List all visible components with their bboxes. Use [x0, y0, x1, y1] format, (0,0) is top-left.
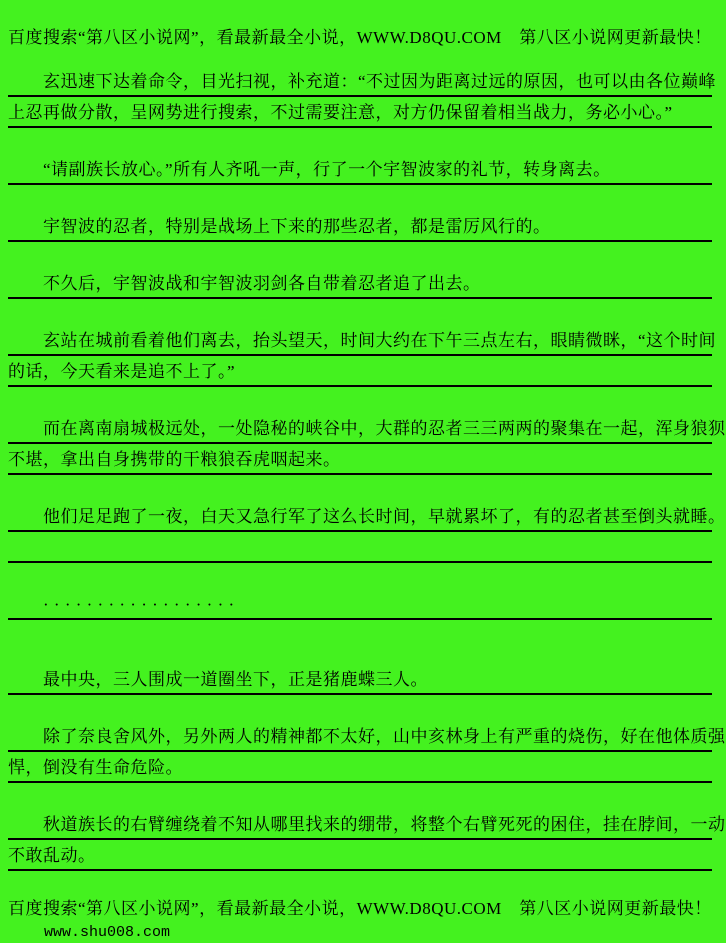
paragraph	[8, 664, 712, 695]
paragraph	[8, 413, 726, 475]
header-promo-line: 百度搜索“第八区小说网”，看最新最全小说，WWW.D8QU.COM 第八区小说网更新最快！	[8, 28, 712, 47]
text-line: 他们足足跑了一夜，白天又急行军了这么长时间，早就累坏了，有的忍者甚至倒头就睡。	[8, 501, 712, 532]
text-line: 而在离南扇城极远处，一处隐秘的峡谷中，大群的忍者三三两两的聚集在一起，浑身狼狈	[8, 413, 712, 444]
paragraph	[8, 66, 717, 128]
empty-underlined-line	[8, 532, 712, 563]
text-line: 宇智波的忍者，特别是战场上下来的那些忍者，都是雷厉风行的。	[8, 211, 712, 242]
novel-body-text	[8, 66, 726, 871]
text-line: 除了奈良舍风外，另外两人的精神都不太好，山中亥林身上有严重的烧伤，好在他体质强	[8, 721, 712, 752]
dots-separator-line: · · · · · · · · · · · · · · · · · ·	[8, 589, 712, 620]
text-line: 秋道族长的右臂缠绕着不知从哪里找来的绷带，将整个右臂死死的困住，挂在脖间，一动	[8, 809, 712, 840]
text-line: 不久后，宇智波战和宇智波羽剑各自带着忍者追了出去。	[8, 268, 712, 299]
text-line: “请副族长放心。”所有人齐吼一声，行了一个宇智波家的礼节，转身离去。	[8, 154, 712, 185]
text-line: 悍，倒没有生命危险。	[8, 752, 712, 783]
text-line: 最中央，三人围成一道圈坐下，正是猪鹿蝶三人。	[8, 664, 712, 695]
footer-site-url: www.shu008.com	[44, 924, 171, 941]
paragraph	[8, 154, 712, 185]
paragraph	[8, 325, 717, 387]
paragraph	[8, 721, 726, 783]
text-line: 玄迅速下达着命令，目光扫视，补充道：“不过因为距离过远的原因，也可以由各位巅峰	[8, 66, 712, 97]
paragraph	[8, 589, 712, 620]
footer-promo-line: 百度搜索“第八区小说网”，看最新最全小说，WWW.D8QU.COM 第八区小说网更新最快！	[8, 899, 712, 918]
text-line: 玄站在城前看着他们离去，抬头望天，时间大约在下午三点左右，眼睛微眯，“这个时间	[8, 325, 712, 356]
paragraph	[8, 809, 726, 871]
text-line: 不敢乱动。	[8, 840, 712, 871]
paragraph	[8, 268, 712, 299]
paragraph	[8, 501, 726, 563]
text-line: 上忍再做分散，呈网势进行搜索，不过需要注意，对方仍保留着相当战力，务必小心。”	[8, 97, 712, 128]
text-line: 的话，今天看来是追不上了。”	[8, 356, 712, 387]
page-footer	[8, 897, 712, 943]
text-line: 不堪，拿出自身携带的干粮狼吞虎咽起来。	[8, 444, 712, 475]
paragraph	[8, 211, 712, 242]
